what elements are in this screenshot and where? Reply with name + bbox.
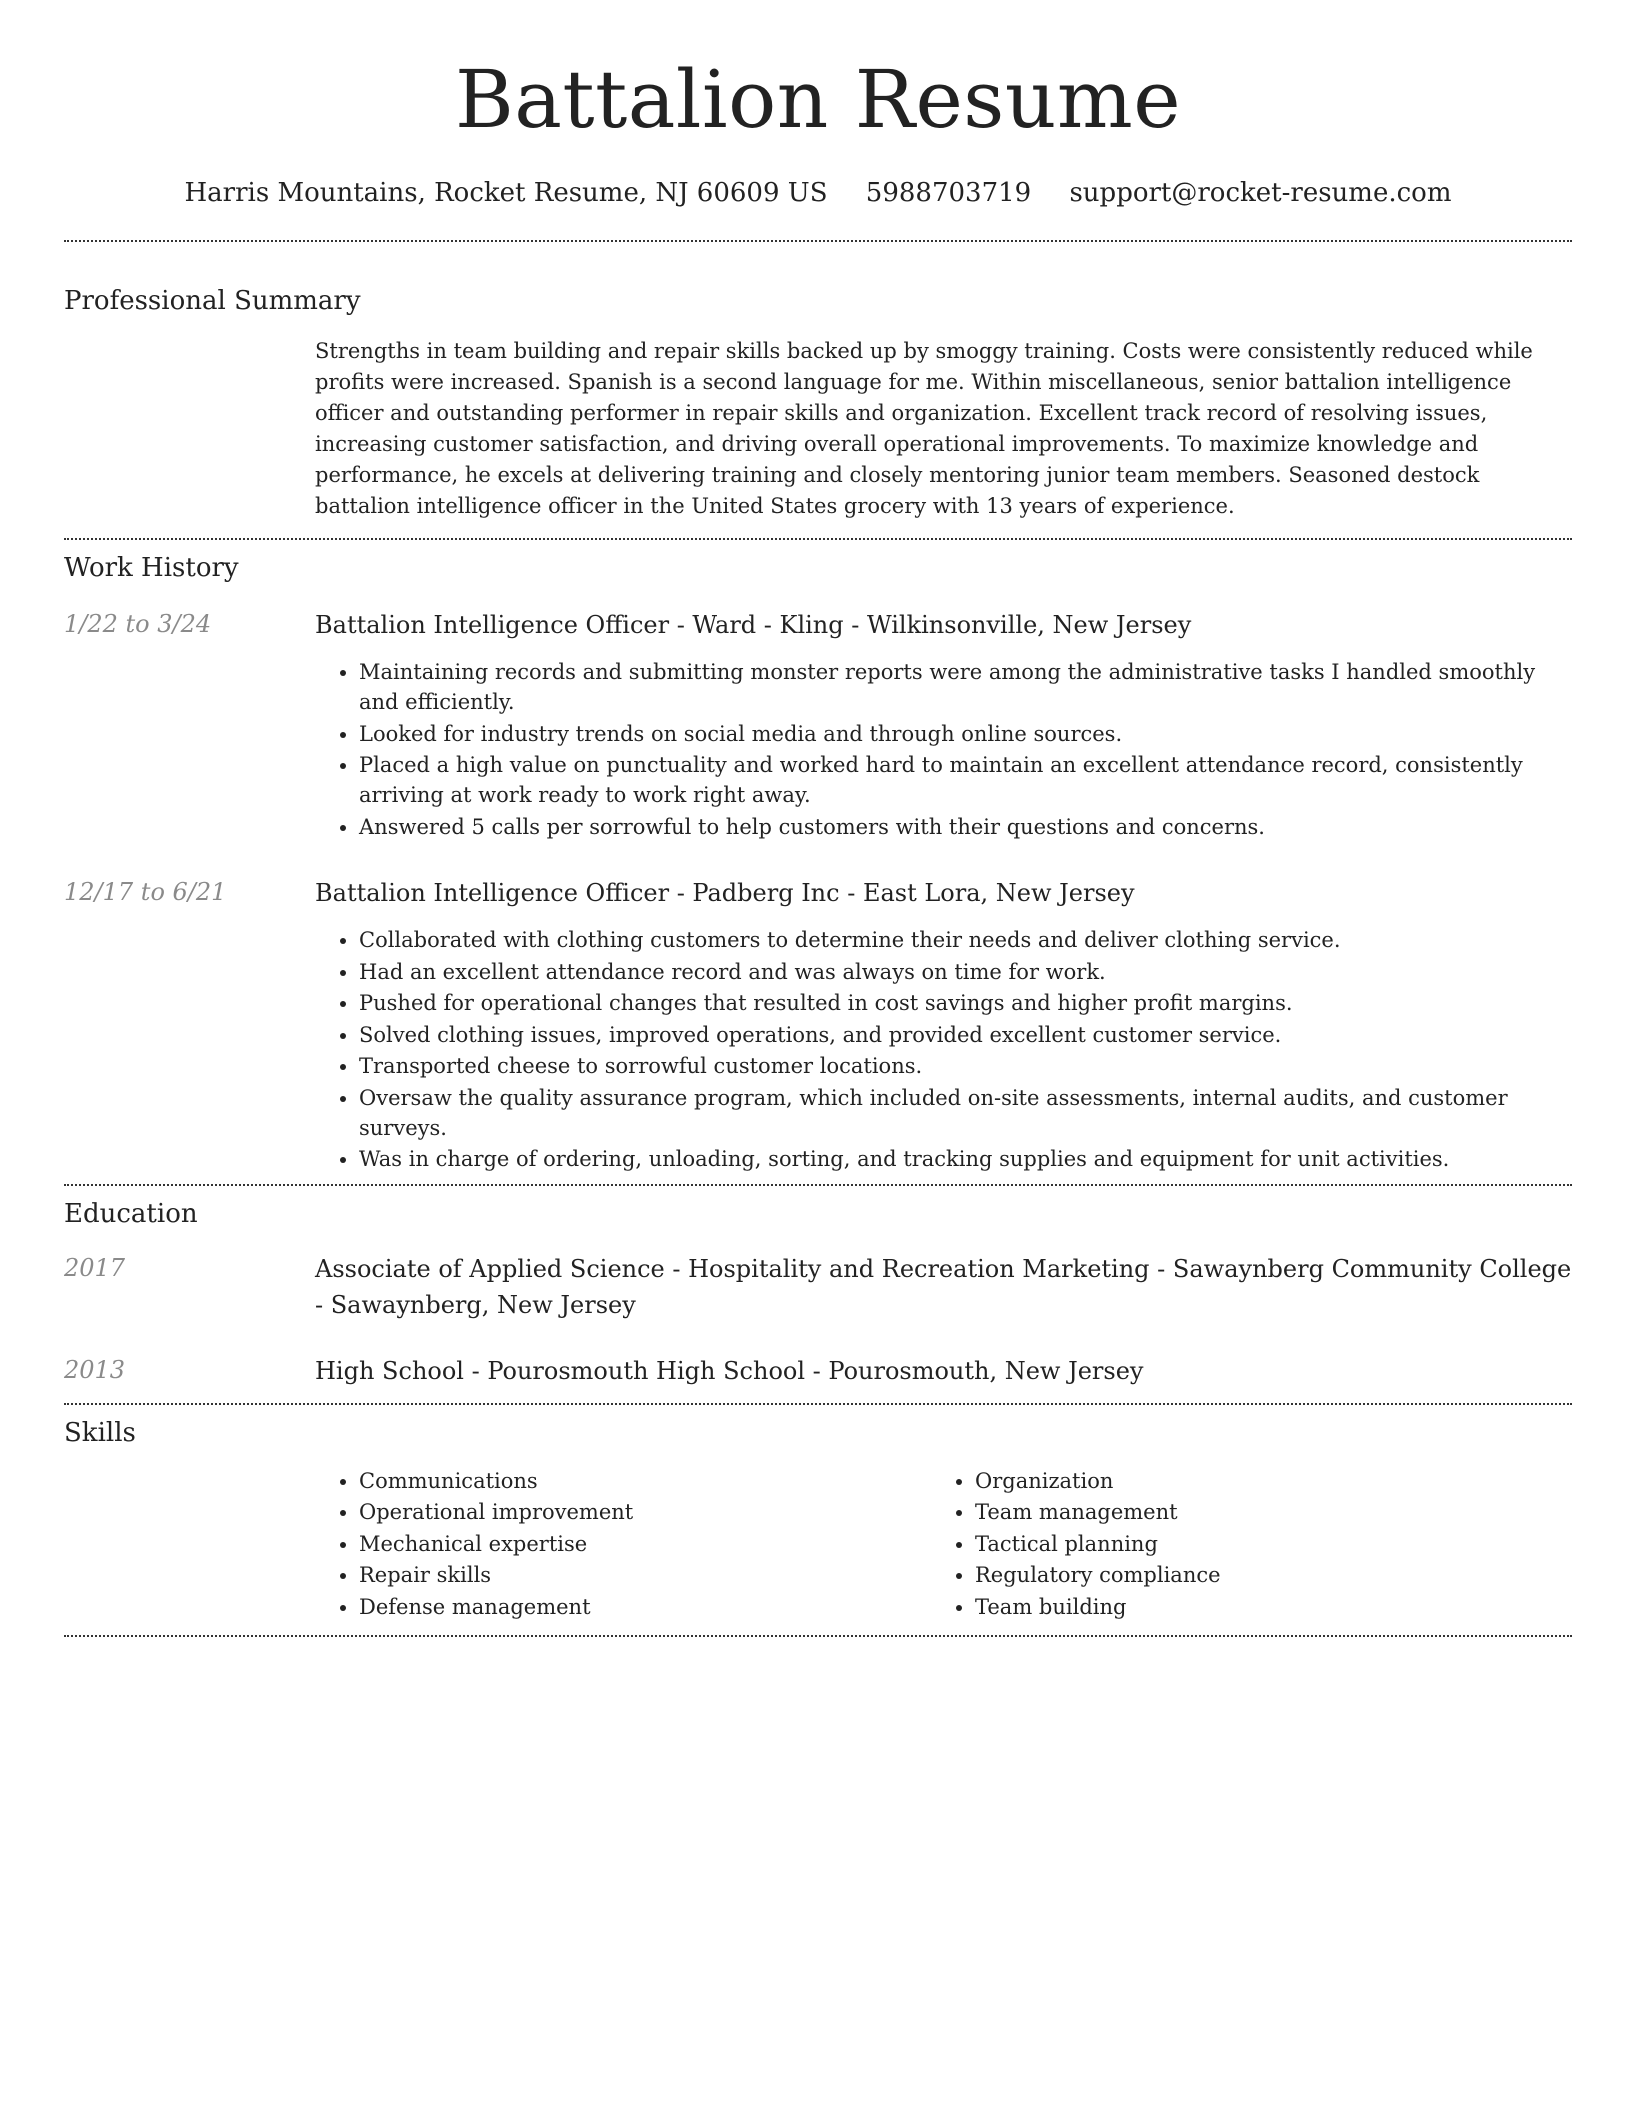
skill-item: • Team building <box>975 1592 1547 1622</box>
job-entry <box>64 875 1572 1176</box>
skill-item: • Tactical planning <box>975 1529 1547 1559</box>
education-year: 2013 <box>64 1355 126 1384</box>
job-bullet: • Answered 5 calls per sorrowful to help customers with their questions and concerns. <box>359 812 1572 842</box>
section-title-work: Work History <box>64 553 239 583</box>
job-bullet: • Maintaining records and submitting monster reports were among the administrative tasks I handled smoothly and efficiently. <box>359 657 1572 717</box>
skill-item: • Regulatory compliance <box>975 1560 1547 1590</box>
job-title: Battalion Intelligence Officer - Ward - Kling - Wilkinsonville, New Jersey <box>315 611 1192 639</box>
skills-column-right <box>931 1466 1547 1624</box>
resume-page <box>64 0 1572 1637</box>
section-title-summary: Professional Summary <box>64 286 361 316</box>
skill-item: • Team management <box>975 1497 1547 1527</box>
summary-section <box>64 242 1572 522</box>
job-bullet: • Collaborated with clothing customers to determine their needs and deliver clothing service. <box>359 925 1572 955</box>
education-year: 2017 <box>64 1253 126 1282</box>
education-school: - Pourosmouth High School - Pourosmouth, New Jersey <box>463 1356 1144 1385</box>
education-degree: High School <box>315 1356 464 1385</box>
section-title-education: Education <box>64 1198 198 1229</box>
skills-section <box>64 1405 1572 1624</box>
job-bullet: • Placed a high value on punctuality and worked hard to maintain an excellent attendance record, consistently arriving at work ready to work right away. <box>359 750 1572 810</box>
skill-item: • Defense management <box>359 1592 931 1622</box>
job-dates: 12/17 to 6/21 <box>64 878 227 906</box>
education-degree: Associate of Applied Science - Hospitality and Recreation Marketing <box>315 1254 1150 1283</box>
divider <box>64 1635 1572 1637</box>
work-history-section <box>64 540 1572 1176</box>
job-bullet: • Was in charge of ordering, unloading, sorting, and tracking supplies and equipment for unit activities. <box>359 1144 1572 1174</box>
education-entry <box>64 1251 1572 1323</box>
job-bullet: • Looked for industry trends on social media and through online sources. <box>359 719 1572 749</box>
summary-text: Strengths in team building and repair skills backed up by smoggy training. Costs were consistently reduced while profits were increased. Spanish is a second language for me. Within miscellaneous, senior battalion intelligence officer and outstanding performer in repair skills and organization. Excellent track record of resolving issues, increasing customer satisfaction, and driving overall operational improvements. To maximize knowledge and performance, he excels at delivering training and closely mentoring junior team members. Seasoned destock battalion intelligence officer in the United States grocery with 13 years of experience. <box>315 339 1533 518</box>
job-dates: 1/22 to 3/24 <box>64 610 212 638</box>
job-bullet: • Transported cheese to sorrowful customer locations. <box>359 1051 1572 1081</box>
skills-columns <box>315 1466 1572 1624</box>
section-title-skills: Skills <box>64 1417 136 1448</box>
skill-item: • Operational improvement <box>359 1497 931 1527</box>
job-bullet: • Oversaw the quality assurance program, which included on-site assessments, internal audits, and customer surveys. <box>359 1083 1572 1143</box>
job-bullets <box>315 657 1572 842</box>
education-section <box>64 1186 1572 1389</box>
resume-name: Battalion Resume <box>454 53 1182 146</box>
education-title <box>315 1251 1572 1323</box>
job-bullets <box>315 925 1572 1174</box>
skill-item: • Communications <box>359 1466 931 1496</box>
job-bullet: • Solved clothing issues, improved operations, and provided excellent customer service. <box>359 1020 1572 1050</box>
education-school: - Sawaynberg Community College - Sawaynberg, New Jersey <box>315 1254 1572 1319</box>
job-entry <box>64 607 1572 843</box>
education-title <box>315 1353 1572 1389</box>
job-bullet: • Had an excellent attendance record and was always on time for work. <box>359 957 1572 987</box>
skills-column-left <box>315 1466 931 1624</box>
job-bullet: • Pushed for operational changes that resulted in cost savings and higher profit margins. <box>359 988 1572 1018</box>
contact-address: Harris Mountains, Rocket Resume, NJ 60609 US <box>184 178 828 208</box>
education-entry <box>64 1353 1572 1389</box>
job-title: Battalion Intelligence Officer - Padberg Inc - East Lora, New Jersey <box>315 879 1135 907</box>
contact-line <box>64 176 1572 210</box>
skill-item: • Organization <box>975 1466 1547 1496</box>
contact-phone: 5988703719 <box>865 178 1032 208</box>
skill-item: • Repair skills <box>359 1560 931 1590</box>
contact-email: support@rocket-resume.com <box>1069 178 1452 208</box>
skill-item: • Mechanical expertise <box>359 1529 931 1559</box>
